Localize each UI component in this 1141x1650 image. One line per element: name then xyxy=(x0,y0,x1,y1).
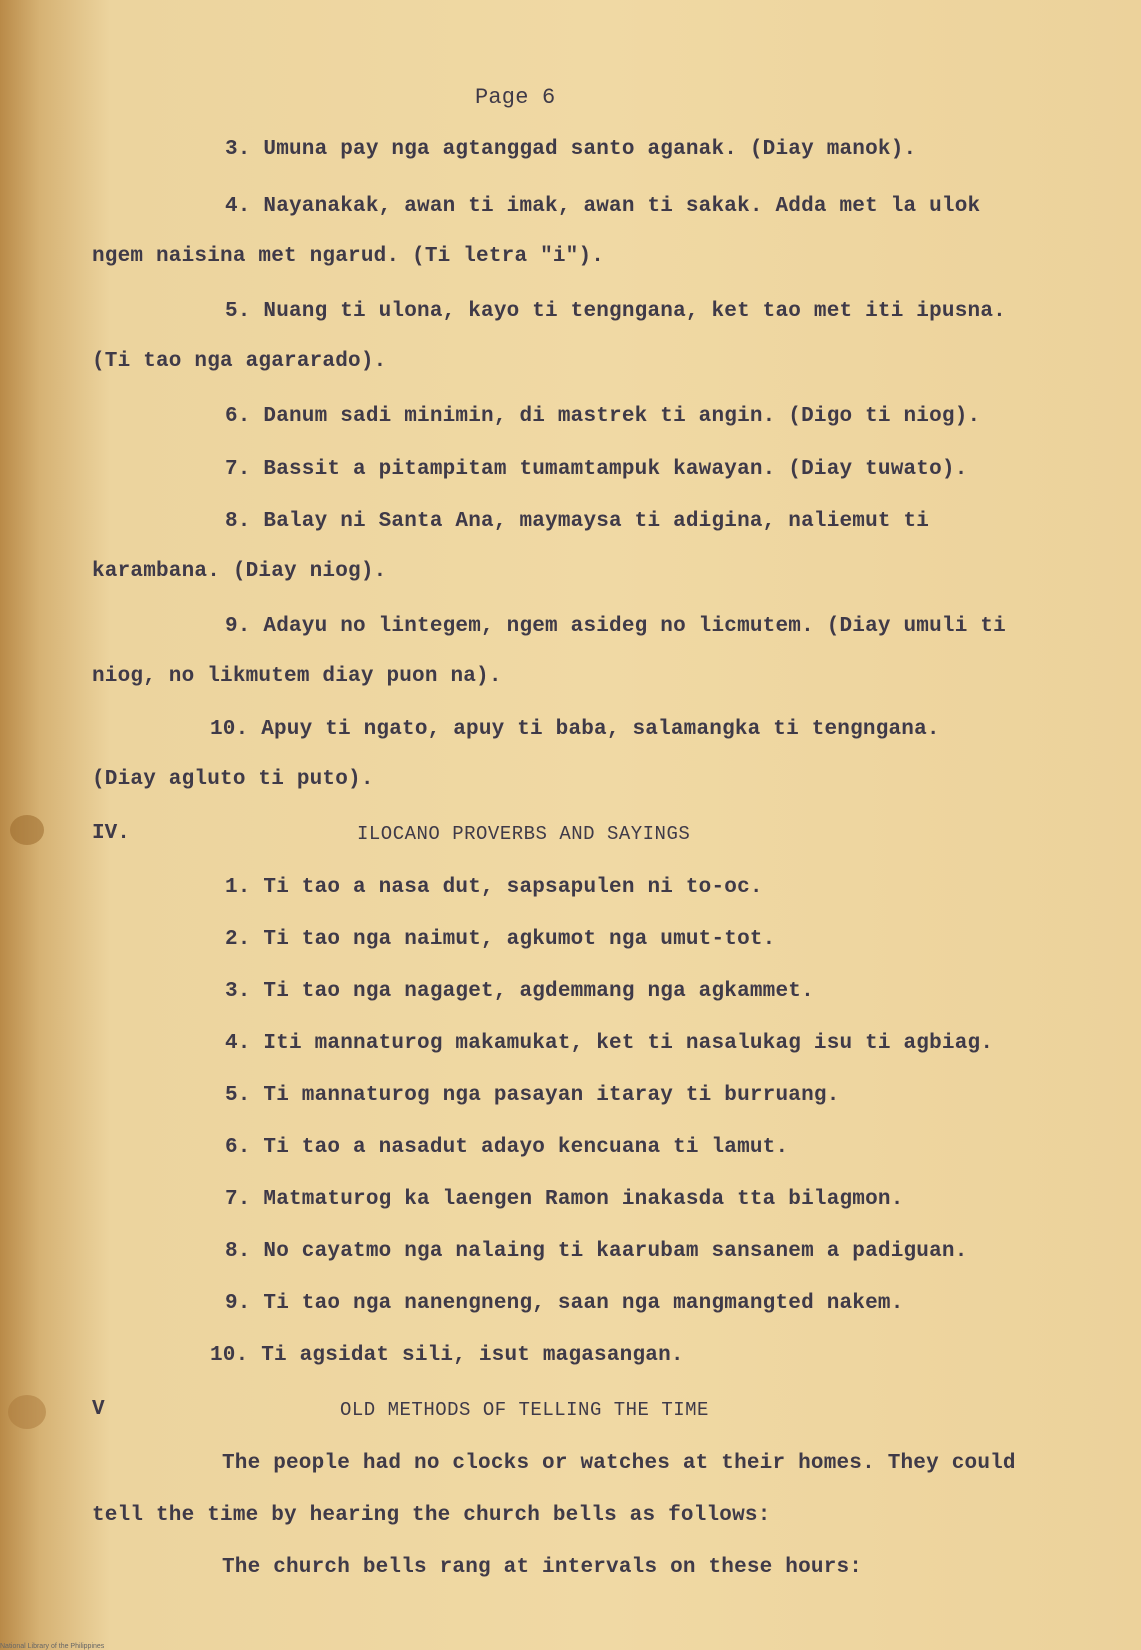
section-iv-title: ILOCANO PROVERBS AND SAYINGS xyxy=(357,823,691,845)
proverb-1: 1. Ti tao a nasa dut, sapsapulen ni to-oc. xyxy=(225,876,763,899)
riddle-3: 3. Umuna pay nga agtanggad santo aganak. (Diay manok). xyxy=(225,138,917,161)
riddle-4-line1: 4. Nayanakak, awan ti imak, awan ti sakak. Adda met la ulok xyxy=(225,195,981,218)
page-header: Page 6 xyxy=(475,85,556,110)
proverb-4: 4. Iti mannaturog makamukat, ket ti nasalukag isu ti agbiag. xyxy=(225,1032,994,1055)
paper-stain xyxy=(8,1395,46,1429)
riddle-4-line2: ngem naisina met ngarud. (Ti letra "i"). xyxy=(92,245,605,268)
riddle-6: 6. Danum sadi minimin, di mastrek ti angin. (Digo ti niog). xyxy=(225,405,981,428)
riddle-8-line1: 8. Balay ni Santa Ana, maymaysa ti adigina, naliemut ti xyxy=(225,510,930,533)
proverb-5: 5. Ti mannaturog nga pasayan itaray ti burruang. xyxy=(225,1084,840,1107)
riddle-8-line2: karambana. (Diay niog). xyxy=(92,560,387,583)
archive-footer: National Library of the Philippines xyxy=(0,1643,105,1650)
proverb-6: 6. Ti tao a nasadut adayo kencuana ti lamut. xyxy=(225,1136,789,1159)
paper-stain xyxy=(10,815,44,845)
proverb-3: 3. Ti tao nga nagaget, agdemmang nga agkammet. xyxy=(225,980,814,1003)
proverb-10: 10. Ti agsidat sili, isut magasangan. xyxy=(210,1344,684,1367)
section-v-numeral: V xyxy=(92,1398,105,1421)
proverb-9: 9. Ti tao nga nanengneng, saan nga mangmangted nakem. xyxy=(225,1292,904,1315)
proverb-7: 7. Matmaturog ka laengen Ramon inakasda tta bilagmon. xyxy=(225,1188,904,1211)
section-v-title: OLD METHODS OF TELLING THE TIME xyxy=(340,1399,709,1421)
riddle-10-line1: 10. Apuy ti ngato, apuy ti baba, salamangka ti tengngana. xyxy=(210,718,940,741)
riddle-5-line2: (Ti tao nga agararado). xyxy=(92,350,387,373)
riddle-5-line1: 5. Nuang ti ulona, kayo ti tengngana, ket tao met iti ipusna. xyxy=(225,300,1006,323)
riddle-9-line1: 9. Adayu no lintegem, ngem asideg no licmutem. (Diay umuli ti xyxy=(225,615,1006,638)
section-v-paragraph-line3: The church bells rang at intervals on these hours: xyxy=(222,1556,863,1579)
riddle-10-line2: (Diay agluto ti puto). xyxy=(92,768,374,791)
riddle-9-line2: niog, no likmutem diay puon na). xyxy=(92,665,502,688)
proverb-2: 2. Ti tao nga naimut, agkumot nga umut-tot. xyxy=(225,928,776,951)
riddle-7: 7. Bassit a pitampitam tumamtampuk kawayan. (Diay tuwato). xyxy=(225,458,968,481)
section-v-paragraph-line1: The people had no clocks or watches at their homes. They could xyxy=(222,1452,1016,1475)
section-iv-numeral: IV. xyxy=(92,822,130,845)
proverb-8: 8. No cayatmo nga nalaing ti kaarubam sansanem a padiguan. xyxy=(225,1240,968,1263)
section-v-paragraph-line2: tell the time by hearing the church bells as follows: xyxy=(92,1504,771,1527)
